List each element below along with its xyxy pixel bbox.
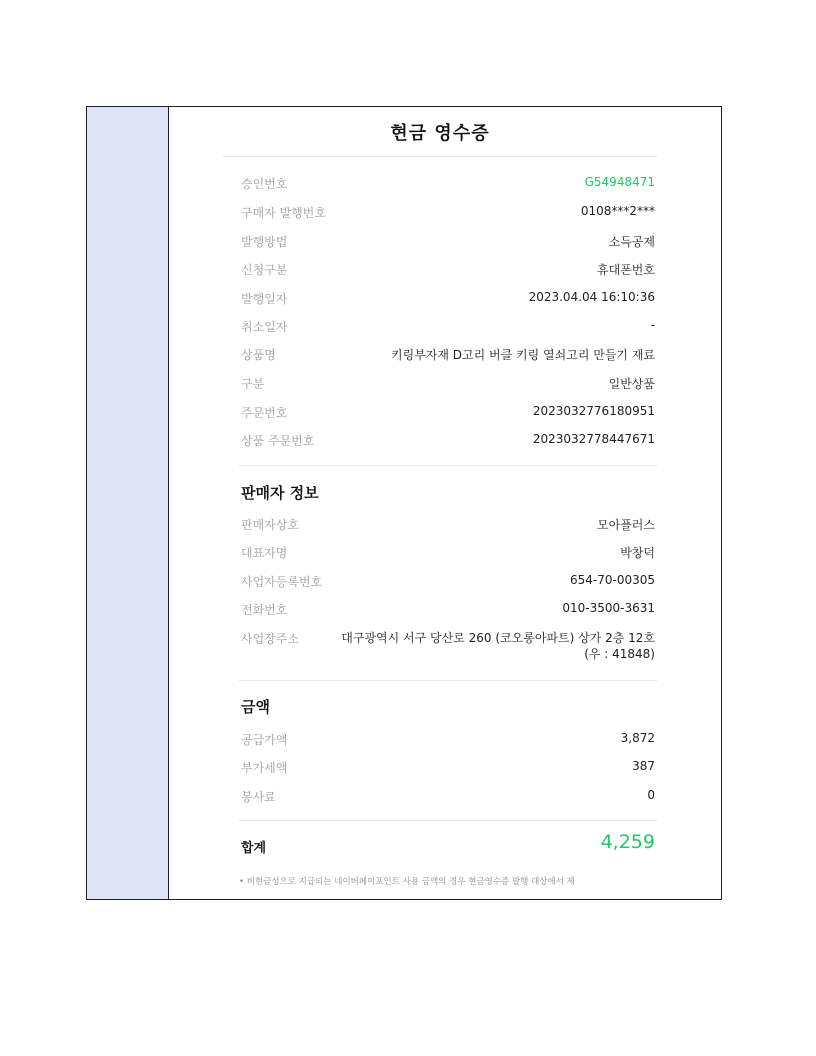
- row-value: 박창덕: [620, 546, 655, 560]
- business-address-row: [241, 630, 655, 666]
- row-value: 2023.04.04 16:10:36: [528, 290, 655, 304]
- row-label: 전화번호: [241, 603, 288, 617]
- representative-row: [241, 544, 655, 564]
- supply-value-row: [241, 731, 655, 751]
- issue-date-row: [241, 290, 655, 310]
- side-column: [87, 107, 169, 899]
- category-row: [241, 375, 655, 395]
- row-label: 구매자 발행번호: [241, 206, 326, 220]
- title-divider: [223, 156, 657, 157]
- row-label: 부가세액: [241, 761, 288, 775]
- row-value: 0: [647, 788, 655, 802]
- row-label: 봉사료: [241, 790, 276, 804]
- issue-method-row: [241, 233, 655, 253]
- row-label: 발행일자: [241, 292, 288, 306]
- row-label: 신청구분: [241, 263, 288, 277]
- row-value: 모아플러스: [597, 518, 655, 532]
- row-label: 상품명: [241, 348, 276, 362]
- row-value: 대구광역시 서구 당산로 260 (코오롱아파트) 상가 2층 12호 (우 : 41848): [341, 631, 655, 661]
- row-label: 판매자상호: [241, 518, 299, 532]
- row-label: 취소일자: [241, 320, 288, 334]
- row-value: 3,872: [620, 731, 655, 745]
- row-label: 승인번호: [241, 177, 288, 191]
- cash-receipt: [223, 107, 657, 899]
- row-label: 상품 주문번호: [241, 434, 315, 448]
- section-divider: [239, 465, 657, 466]
- row-label: 대표자명: [241, 546, 288, 560]
- row-value: 2023032778447671: [532, 432, 655, 446]
- row-label: 공급가액: [241, 733, 288, 747]
- cancel-date-row: [241, 318, 655, 338]
- row-value: 0108***2***: [580, 204, 655, 218]
- total-label: 합계: [241, 841, 267, 856]
- buyer-issue-number-row: [241, 204, 655, 224]
- product-name-row: [241, 346, 655, 366]
- row-value: 휴대폰번호: [597, 263, 655, 277]
- business-number-row: [241, 573, 655, 593]
- amount-heading: 금액: [241, 698, 270, 716]
- row-label: 발행방법: [241, 235, 288, 249]
- row-label: 구분: [241, 377, 265, 391]
- seller-name-row: [241, 516, 655, 536]
- section-divider: [239, 820, 657, 821]
- row-value: 2023032776180951: [532, 404, 655, 418]
- row-value: 키링부자재 D고리 버클 키링 열쇠고리 만들기 재료: [391, 348, 655, 362]
- row-value: -: [650, 318, 655, 332]
- row-value: 일반상품: [608, 377, 655, 391]
- vat-row: [241, 759, 655, 779]
- seller-info-heading: 판매자 정보: [241, 484, 319, 502]
- service-charge-row: [241, 788, 655, 808]
- row-label: 주문번호: [241, 406, 288, 420]
- document-table-frame: [86, 106, 722, 900]
- total-value: 4,259: [600, 831, 655, 853]
- row-value: 387: [632, 759, 655, 773]
- request-type-row: [241, 261, 655, 281]
- phone-number-row: [241, 601, 655, 621]
- row-value: 010-3500-3631: [562, 601, 655, 615]
- row-value: 654-70-00305: [569, 573, 655, 587]
- receipt-title: 현금 영수증: [390, 123, 490, 144]
- row-label: 사업장주소: [241, 632, 299, 646]
- approval-number-value: G54948471: [584, 175, 655, 189]
- row-label: 사업자등록번호: [241, 575, 323, 589]
- total-row: [241, 833, 655, 859]
- row-value: 소득공제: [608, 235, 655, 249]
- product-order-number-row: [241, 432, 655, 452]
- order-number-row: [241, 404, 655, 424]
- approval-number-row: [241, 175, 655, 195]
- section-divider: [239, 680, 657, 681]
- receipt-footnote: • 비현금성으로 지급되는 네이버페이포인트 사용 금액의 경우 현금영수증 발행 대상에서 제: [239, 877, 575, 887]
